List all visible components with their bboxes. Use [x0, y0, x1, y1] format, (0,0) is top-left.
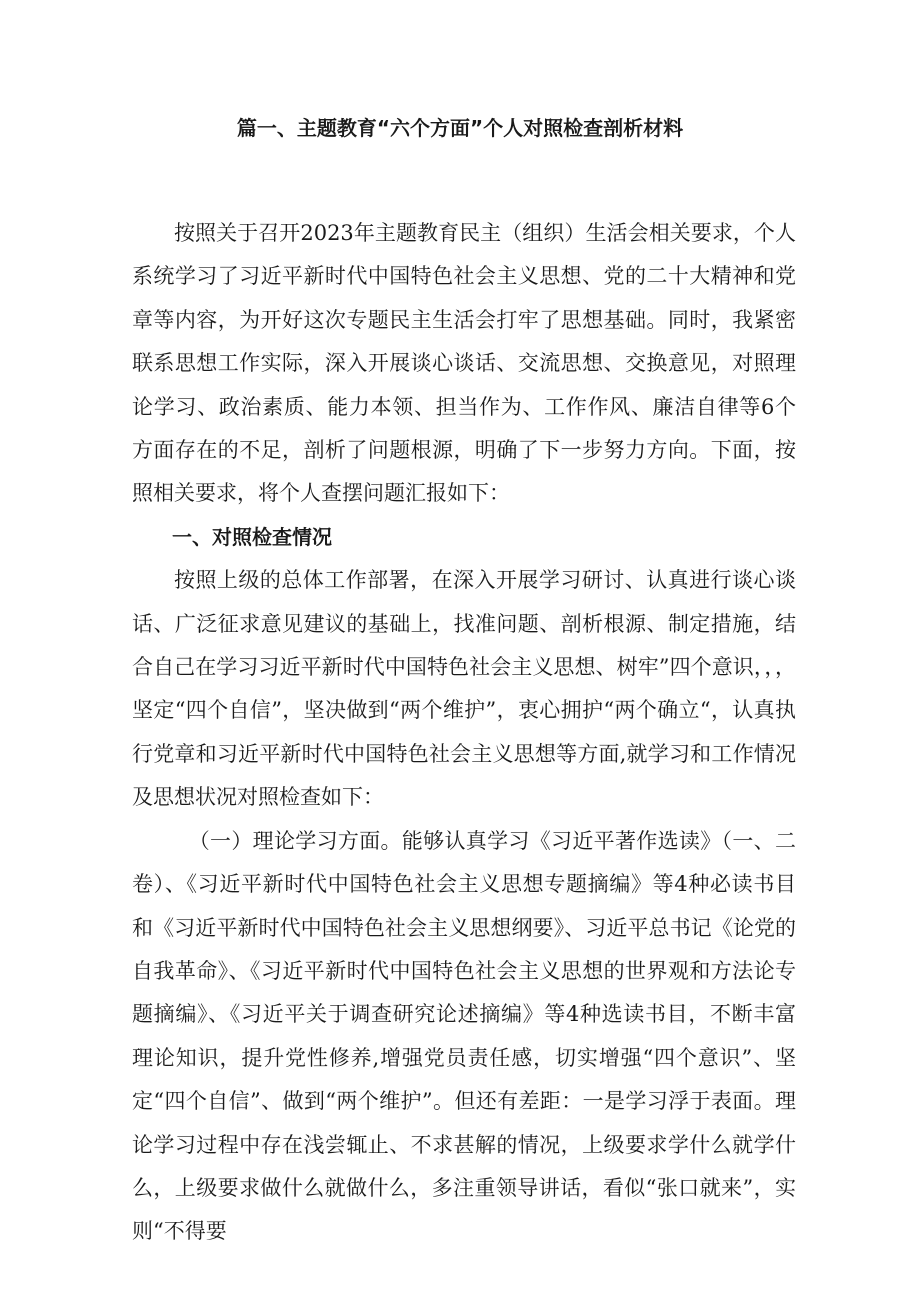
section-heading: 一、对照检查情况: [172, 524, 332, 549]
document-body: [132, 212, 796, 1254]
overview-paragraph: 按照上级的总体工作部署，在深入开展学习研讨、认真进行谈心谈话、广泛征求意见建议的基础上，找准问题、剖析根源、制定措施，结合自己在学习习近平新时代中国特色社会主义思想、树牢”四个意识，，，坚定“四个自信”，坚决做到“两个维护”，衷心拥护“两个确立“，认真执行党章和习近平新时代中国特色社会主义思想等方面,就学习和工作情况及思想状况对照检查如下：: [132, 568, 796, 810]
theory-study-paragraph: （一）理论学习方面。能够认真学习《习近平著作选读》（一、二卷）、《习近平新时代中国特色社会主义思想专题摘编》等4种必读书目和《习近平新时代中国特色社会主义思想纲要》、习近平总书记《论党的自我革命》、《习近平新时代中国特色社会主义思想的世界观和方法论专题摘编》、《习近平关于调查研究论述摘编》等4种选读书目，不断丰富理论知识，提升党性修养,增强党员责任感，切实增强“四个意识”、坚定“四个自信”、做到“两个维护”。但还有差距：一是学习浮于表面。理论学习过程中存在浅尝辄止、不求甚解的情况，上级要求学什么就学什么，上级要求做什么就做什么，多注重领导讲话，看似“张口就来”，实则“不得要: [132, 828, 796, 1244]
document-title: 篇一、主题教育“六个方面”个人对照检查剖析材料: [236, 116, 684, 140]
intro-paragraph: 按照关于召开2023年主题教育民主（组织）生活会相关要求，个人系统学习了习近平新时代中国特色社会主义思想、党的二十大精神和党章等内容，为开好这次专题民主生活会打牢了思想基础。同时，我紧密联系思想工作实际，深入开展谈心谈话、交流思想、交换意见，对照理论学习、政治素质、能力本领、担当作为、工作作风、廉洁自律等6个方面存在的不足，剖析了问题根源，明确了下一步努力方向。下面，按照相关要求，将个人查摆问题汇报如下：: [132, 221, 796, 506]
